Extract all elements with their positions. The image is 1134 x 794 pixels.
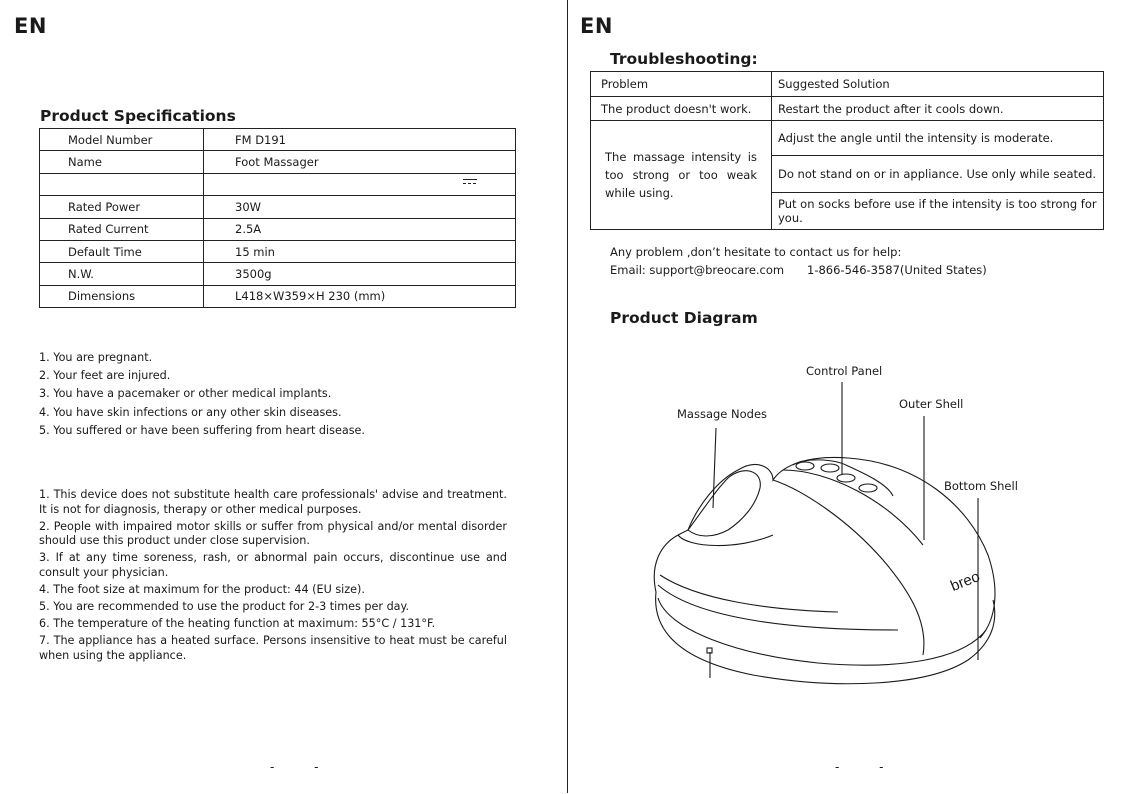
solution-cell: Do not stand on or in appliance. Use only while seated.	[772, 156, 1104, 193]
spec-row	[40, 263, 516, 285]
spec-row	[40, 129, 516, 151]
problem-cell: The massage intensity is too strong or too weak while using.	[591, 121, 772, 230]
spec-label: Dimensions	[40, 285, 204, 307]
spec-label: Rated Current	[40, 218, 204, 240]
language-label: EN	[580, 14, 613, 38]
spec-label: Name	[40, 151, 204, 173]
contact-email: Email: support@breocare.com	[610, 263, 785, 277]
leader-massage-nodes	[713, 428, 716, 508]
list-item: 4. The foot size at maximum for the product: 44 (EU size).	[39, 583, 365, 597]
solution-cell: Put on socks before use if the intensity is too strong for you.	[772, 193, 1104, 230]
label-bottom-shell: Bottom Shell	[944, 479, 1018, 493]
control-button	[821, 464, 839, 472]
spec-value: 2.5A	[204, 218, 516, 240]
control-button	[796, 462, 814, 470]
language-label: EN	[14, 14, 47, 38]
list-item: 2. Your feet are injured.	[39, 369, 171, 383]
list-item: 5. You suffered or have been suffering from heart disease.	[39, 423, 365, 437]
label-control-panel: Control Panel	[806, 364, 883, 378]
spec-row	[40, 218, 516, 240]
list-item: 3. You have a pacemaker or other medical implants.	[39, 387, 332, 401]
spec-label: Rated Power	[40, 196, 204, 218]
table-row	[591, 97, 1104, 121]
spec-label: Default Time	[40, 240, 204, 262]
problem-cell: The product doesn't work.	[591, 97, 772, 121]
solution-cell: Adjust the angle until the intensity is moderate.	[772, 121, 1104, 156]
dc-symbol-icon	[463, 179, 477, 184]
warnings-list	[39, 488, 507, 666]
spec-label: N.W.	[40, 263, 204, 285]
massage-node-opening	[688, 471, 760, 536]
problem-header: Problem	[591, 72, 772, 97]
solution-header: Suggested Solution	[772, 72, 1104, 97]
page-number: - -	[270, 760, 337, 774]
product-diagram	[568, 330, 1134, 750]
spec-value: Foot Massager	[204, 151, 516, 173]
list-item: 1. This device does not substitute health care professionals' advise and treatment. It is not for diagnosis, therapy or other medical purposes.	[39, 488, 507, 516]
spec-row	[40, 285, 516, 307]
spec-row	[40, 173, 516, 195]
contact-line: Any problem ,don’t hesitate to contact us for help:	[610, 245, 902, 259]
spec-value: L418×W359×H 230 (mm)	[204, 285, 516, 307]
list-item: 2. People with impaired motor skills or suffer from physical and/or mental disorder should use this product under close supervision.	[39, 519, 507, 548]
spec-row	[40, 151, 516, 173]
list-item: 1. You are pregnant.	[39, 351, 153, 364]
spec-value: 15 min	[204, 240, 516, 262]
label-outer-shell: Outer Shell	[899, 397, 964, 411]
list-item: 4. You have skin infections or any other skin diseases.	[39, 405, 342, 419]
brand-logo: breo	[948, 568, 983, 596]
spec-label	[40, 173, 204, 195]
page-number: - -	[835, 760, 902, 774]
spec-table	[39, 128, 516, 308]
spec-value: 3500g	[204, 263, 516, 285]
spec-value: FM D191	[204, 129, 516, 151]
spec-heading: Product Specifications	[40, 107, 236, 125]
table-row	[591, 121, 1104, 156]
diagram-heading: Product Diagram	[610, 309, 758, 327]
list-item: 7. The appliance has a heated surface. Persons insensitive to heat must be careful when using the appliance.	[39, 634, 507, 662]
spec-value	[204, 173, 516, 195]
contact-phone: 1-866-546-3587(United States)	[807, 263, 987, 277]
control-button	[837, 474, 855, 482]
troubleshooting-table	[590, 71, 1104, 230]
spec-row	[40, 196, 516, 218]
spec-row	[40, 240, 516, 262]
spec-label: Model Number	[40, 129, 204, 151]
control-button	[859, 484, 877, 492]
troubleshooting-heading: Troubleshooting:	[610, 50, 758, 68]
contraindications-list	[39, 349, 509, 440]
list-item: 5. You are recommended to use the product for 2-3 times per day.	[39, 600, 410, 614]
solution-cell: Restart the product after it cools down.	[772, 97, 1104, 121]
list-item: 3. If at any time soreness, rash, or abnormal pain occurs, discontinue use and consult your physician.	[39, 551, 507, 580]
label-massage-nodes: Massage Nodes	[677, 407, 768, 421]
list-item: 6. The temperature of the heating function at maximum: 55°C / 131°F.	[39, 617, 436, 631]
table-header-row	[591, 72, 1104, 97]
spec-value: 30W	[204, 196, 516, 218]
bottom-shell-rim	[658, 598, 986, 665]
